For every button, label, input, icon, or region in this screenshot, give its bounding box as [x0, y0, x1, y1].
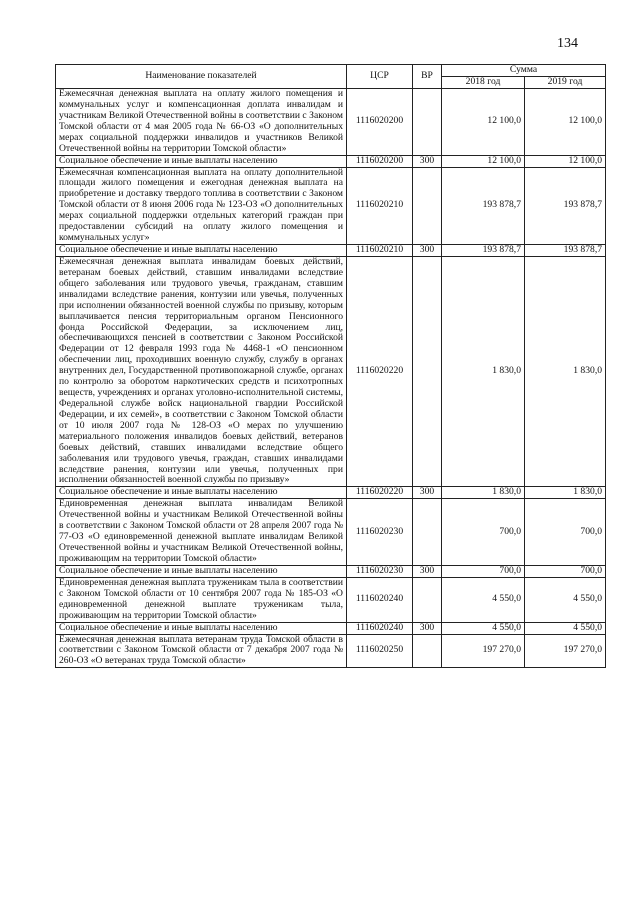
row-vr [413, 634, 442, 668]
row-2019: 12 100,0 [525, 89, 606, 156]
row-name: Социальное обеспечение и иные выплаты населению [56, 244, 347, 256]
row-vr: 300 [413, 244, 442, 256]
row-vr: 300 [413, 622, 442, 634]
row-2019: 1 830,0 [525, 256, 606, 486]
row-2019: 4 550,0 [525, 622, 606, 634]
row-vr: 300 [413, 565, 442, 577]
row-name: Ежемесячная денежная выплата инвалидам боевых действий, ветеранам боевых действий, ставшим инвалидами вследствие общего заболевания или трудового увечья, гражданам, ставшим инвалидами вследствие ранения, контузии или увечья, полученных при исполнении обязанностей военной службы по призыву, которым выплачивается пенсия территориальным органом Пенсионного фонда Российской Федерации, за исключением лиц, обеспечивающихся пенсией в соответствии с Законом Российской Федерации от 12 февраля 1993 года № 4468-1 «О пенсионном обеспечении лиц, проходивших военную службу, службу в органах внутренних дел, Государственной противопожарной службе, органах по контролю за оборотом наркотических средств и психотропных веществ, учреждениях и органах уголовно-исполнительной системы, Федеральной службе войск национальной гвардии Российской Федерации, и их семей», в соответствии с Законом Томской области от 10 июля 2007 года № 128-ОЗ «О мерах по улучшению материального положения инвалидов боевых действий, ветеранов боевых действий, ставших инвалидами вследствие общего заболевания или трудового увечья, граждан, ставших инвалидами вследствие ранения, контузии или увечья, полученных при исполнении обязанностей военной службы по призыву» [56, 256, 347, 486]
table-row [56, 565, 606, 577]
row-2018: 193 878,7 [442, 167, 525, 244]
row-2018: 1 830,0 [442, 256, 525, 486]
row-csr: 1116020200 [347, 155, 413, 167]
row-2018: 4 550,0 [442, 577, 525, 622]
row-2018: 193 878,7 [442, 244, 525, 256]
row-vr [413, 89, 442, 156]
table-row [56, 622, 606, 634]
row-2019: 193 878,7 [525, 244, 606, 256]
header-csr: ЦСР [347, 65, 413, 89]
row-2019: 1 830,0 [525, 487, 606, 499]
header-year-2019: 2019 год [525, 77, 606, 89]
row-csr: 1116020240 [347, 577, 413, 622]
row-vr [413, 577, 442, 622]
row-2018: 4 550,0 [442, 622, 525, 634]
row-name: Социальное обеспечение и иные выплаты населению [56, 487, 347, 499]
table-row [56, 244, 606, 256]
row-csr: 1116020210 [347, 244, 413, 256]
row-vr: 300 [413, 155, 442, 167]
header-sum: Сумма [442, 65, 606, 77]
row-2018: 700,0 [442, 565, 525, 577]
row-name: Социальное обеспечение и иные выплаты населению [56, 622, 347, 634]
row-2019: 193 878,7 [525, 167, 606, 244]
row-2019: 197 270,0 [525, 634, 606, 668]
row-csr: 1116020220 [347, 256, 413, 486]
row-name: Социальное обеспечение и иные выплаты населению [56, 155, 347, 167]
budget-table [55, 64, 606, 668]
table-row [56, 89, 606, 156]
row-2019: 12 100,0 [525, 155, 606, 167]
header-year-2018: 2018 год [442, 77, 525, 89]
header-name: Наименование показателей [56, 65, 347, 89]
row-vr [413, 256, 442, 486]
row-name: Единовременная денежная выплата труженикам тыла в соответствии с Законом Томской области от 10 сентября 2007 года № 185-ОЗ «О единовременной денежной выплате труженикам тыла, проживающим на территории Томской области» [56, 577, 347, 622]
table-row [56, 634, 606, 668]
row-2018: 700,0 [442, 499, 525, 566]
row-csr: 1116020200 [347, 89, 413, 156]
row-2018: 197 270,0 [442, 634, 525, 668]
row-vr [413, 167, 442, 244]
table-row [56, 487, 606, 499]
row-csr: 1116020210 [347, 167, 413, 244]
row-csr: 1116020250 [347, 634, 413, 668]
row-2019: 700,0 [525, 565, 606, 577]
table-row [56, 577, 606, 622]
table-row [56, 256, 606, 486]
row-2018: 1 830,0 [442, 487, 525, 499]
row-2018: 12 100,0 [442, 155, 525, 167]
header-vr: ВР [413, 65, 442, 89]
row-name: Ежемесячная денежная выплата на оплату жилого помещения и коммунальных услуг и компенсационная доплата инвалидам и участникам Великой Отечественной войны в соответствии с Законом Томской области от 4 мая 2005 года № 66-ОЗ «О дополнительных мерах социальной поддержки инвалидов и участников Великой Отечественной войны на территории Томской области» [56, 89, 347, 156]
row-csr: 1116020230 [347, 565, 413, 577]
table-row [56, 155, 606, 167]
row-name: Единовременная денежная выплата инвалидам Великой Отечественной войны и участникам Великой Отечественной войны в соответствии с Законом Томской области от 28 апреля 2007 года № 77-ОЗ «О единовременной денежной выплате инвалидам Великой Отечественной войны и участникам Великой Отечественной войны, проживающим на территории Томской области» [56, 499, 347, 566]
table-row [56, 499, 606, 566]
row-csr: 1116020230 [347, 499, 413, 566]
row-2019: 4 550,0 [525, 577, 606, 622]
row-name: Ежемесячная денежная выплата ветеранам труда Томской области в соответствии с Законом Томской области от 7 декабря 2007 года № 260-ОЗ «О ветеранах труда Томской области» [56, 634, 347, 668]
page-number: 134 [557, 36, 578, 51]
row-csr: 1116020240 [347, 622, 413, 634]
row-name: Ежемесячная компенсационная выплата на оплату дополнительной площади жилого помещения и ежегодная денежная выплата на приобретение и доставку твердого топлива в соответствии с Законом Томской области от 8 июня 2006 года № 123-ОЗ «О дополнительных мерах социальной поддержки отдельных категорий граждан при предоставлении субсидий на оплату жилого помещения и коммунальных услуг» [56, 167, 347, 244]
table-row [56, 167, 606, 244]
row-csr: 1116020220 [347, 487, 413, 499]
row-name: Социальное обеспечение и иные выплаты населению [56, 565, 347, 577]
row-2019: 700,0 [525, 499, 606, 566]
row-2018: 12 100,0 [442, 89, 525, 156]
row-vr: 300 [413, 487, 442, 499]
row-vr [413, 499, 442, 566]
